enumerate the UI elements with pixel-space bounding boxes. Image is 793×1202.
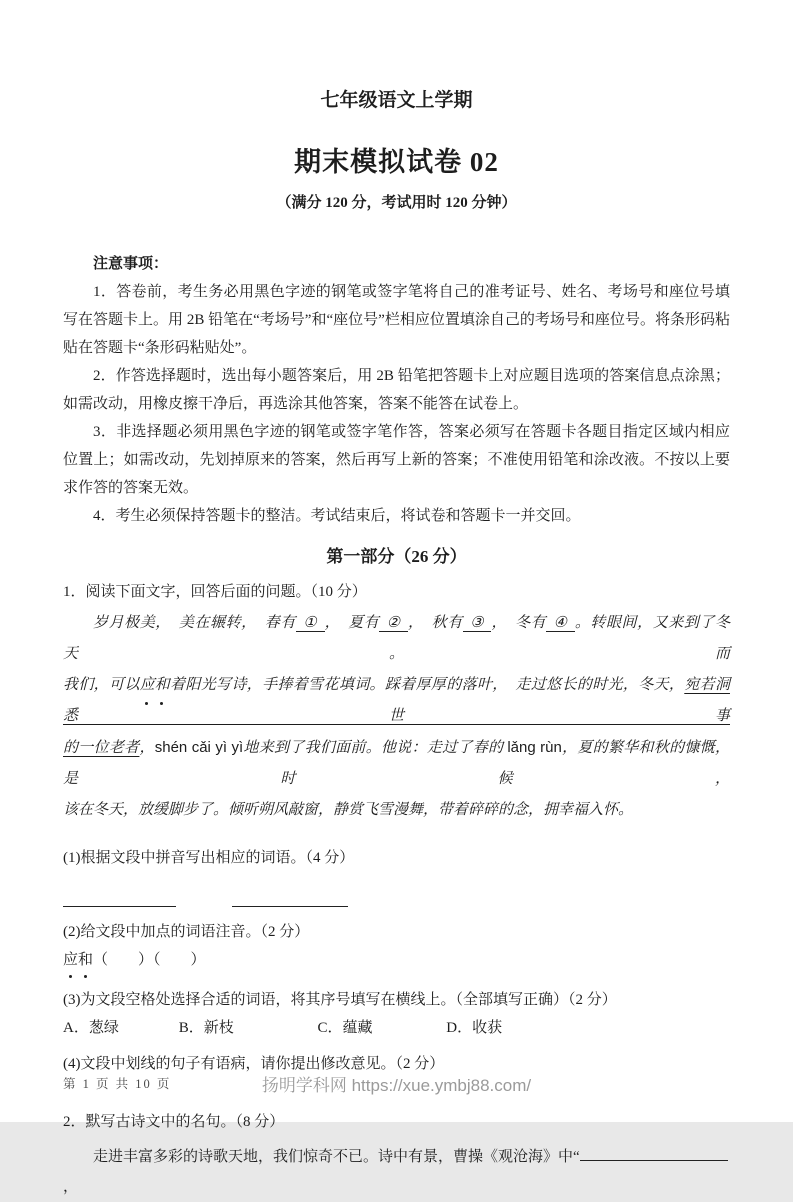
passage-line: 我们，可以应和着阳光写诗，手捧着雪花填词。踩着厚厚的落叶， 走过悠长的时光，冬天，宛若洞悉世事 [63,670,730,732]
question-1-stem: 1．阅读下面文字，回答后面的问题。（10 分） [63,584,367,600]
section-heading-part1: 第一部分（26 分） [326,547,467,566]
site-watermark: 扬明学科网 https://xue.ymbj88.com/ [261,1076,532,1095]
sub-question-3-label: (3)为文段空格处选择合适的词语，将其序号填写在横线上。（全部填写正确）（2 分） [63,992,617,1008]
options-row [63,1014,730,1042]
course-title: 七年级语文上学期 [320,90,473,111]
notice-heading: 注意事项： [93,256,169,272]
exam-title: 期末模拟试卷 02 [294,147,499,177]
q2-line-suffix: ， [63,1179,79,1195]
notice-section [63,250,730,530]
passage-line: 的一位老者，shén cǎi yì yì地来到了我们面前。他说：走过了春的 lǎng rùn，夏的繁华和秋的慷慨，是时候， [63,739,730,787]
sub-question-4-label: (4)文段中划线的句子有语病，请你提出修改意见。（2 分） [63,1056,445,1072]
passage-line: 岁月极美， 美在辗转， 春有 ① ， 夏有 ② ， 秋有 ③ ， 冬有 ④ 。转眼间，又来到了冬天。而 [63,615,730,662]
notice-item: 2．作答选择题时，选出每小题答案后，用 2B 铅笔把答题卡上对应题目选项的答案信息点涂黑；如需改动，用橡皮擦干净后，再选涂其他答案，答案不能答在试卷上。 [63,368,730,412]
notice-item: 1．答卷前，考生务必用黑色字迹的钢笔或签字笔将自己的准考证号、姓名、考场号和座位号填写在答题卡上。用 2B 铅笔在“考场号”和“座位号”栏相应位置填涂自己的考场号和座位号。将条形码粘贴在答题卡“条形码粘贴处”。 [63,284,730,356]
reading-passage [63,608,730,826]
question-2-fill-line [63,1142,730,1202]
sub-question-2-label: (2)给文段中加点的词语注音。（2 分） [63,924,310,940]
notice-item: 3．非选择题必须用黑色字迹的钢笔或签字笔作答，答案必须写在答题卡各题目指定区域内相应位置上；如需改动，先划掉原来的答案，然后再写上新的答案；不准使用铅笔和涂改液。不按以上要求作答的答案无效。 [63,424,730,496]
option-a: A．葱绿 [63,1020,119,1036]
passage-line: 该在冬天，放缓脚步了。倾听朔风敲窗，静赏飞雪漫舞，带着碎碎的念，拥幸福入怀。 [63,802,634,818]
answer-blank-row [63,888,730,910]
page-indicator: 第 1 页 共 10 页 [63,1077,172,1091]
question-2-stem: 2．默写古诗文中的名句。（8 分） [63,1114,285,1130]
pinyin-answer-line: 应和（ ）（ ） [63,946,730,974]
notice-item: 4．考生必须保持答题卡的整洁。考试结束后，将试卷和答题卡一并交回。 [93,508,581,524]
answer-blank [232,888,348,907]
option-c: C．蕴藏 [317,1020,373,1036]
q2-line-prefix: 走进丰富多彩的诗歌天地，我们惊奇不已。诗中有景，曹操《观沧海》中“ [93,1149,580,1165]
option-b: B．新枝 [178,1020,234,1036]
option-d: D．收获 [446,1020,503,1036]
exam-meta: （满分 120 分，考试用时 120 分钟） [276,195,517,211]
answer-blank [63,888,176,907]
sub-question-1-label: (1)根据文段中拼音写出相应的词语。（4 分） [63,850,355,866]
answer-blank [580,1142,728,1161]
